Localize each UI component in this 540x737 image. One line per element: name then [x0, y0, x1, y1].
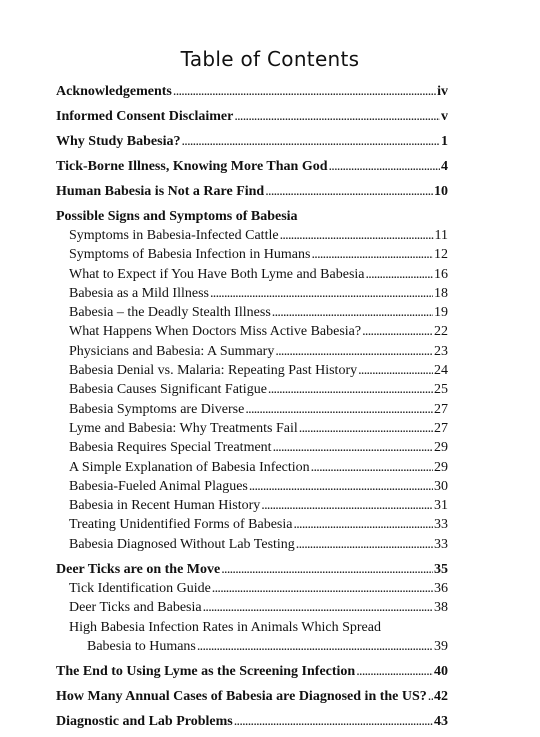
toc-subentry [56, 496, 448, 515]
leader-dots [181, 132, 440, 151]
toc-subentry [56, 303, 448, 322]
entry-title: Treating Unidentified Forms of Babesia [69, 517, 293, 533]
leader-dots [197, 637, 433, 656]
leader-dots [356, 662, 433, 681]
entry-page: 18 [434, 285, 448, 301]
entry-page: 27 [434, 420, 448, 436]
entry-page: 19 [434, 305, 448, 321]
toc-entry-acknowledgements [56, 82, 448, 101]
entry-title: Babesia Diagnosed Without Lab Testing [69, 536, 295, 552]
entry-title: The End to Using Lyme as the Screening Infection [56, 664, 356, 680]
entry-page: 29 [434, 440, 448, 456]
toc-subentry [56, 477, 448, 496]
entry-page: 36 [434, 581, 448, 597]
entry-title: Tick Identification Guide [69, 581, 211, 597]
entry-title: A Simple Explanation of Babesia Infection [69, 459, 310, 475]
entry-title: Babesia Causes Significant Fatigue [69, 382, 267, 398]
toc-subentry [56, 284, 448, 303]
entry-title: Diagnostic and Lab Problems [56, 714, 233, 730]
entry-title: Babesia Requires Special Treatment [69, 440, 272, 456]
leader-dots [299, 419, 433, 438]
entry-title: What to Expect if You Have Both Lyme and Babesia [69, 266, 365, 282]
entry-title: Symptoms of Babesia Infection in Humans [69, 247, 311, 263]
toc-subentry [56, 438, 448, 457]
leader-dots [280, 226, 434, 245]
toc-subentry [56, 226, 448, 245]
toc-subentry [56, 400, 448, 419]
entry-page: 39 [434, 638, 448, 654]
entry-page: v [441, 109, 448, 124]
entry-title: Deer Ticks and Babesia [69, 600, 202, 616]
entry-page: 24 [434, 363, 448, 379]
leader-dots [311, 458, 433, 477]
leader-dots [210, 284, 433, 303]
entry-page: 11 [434, 228, 448, 243]
entry-page: 40 [434, 664, 448, 680]
entry-page: 35 [434, 562, 448, 578]
table-of-contents [56, 82, 448, 737]
entry-page: 30 [434, 478, 448, 494]
entry-title: Babesia to Humans [87, 638, 196, 654]
entry-title: Tick-Borne Illness, Knowing More Than God [56, 159, 328, 174]
leader-dots [265, 182, 433, 201]
entry-title: Human Babesia is Not a Rare Find [56, 184, 265, 199]
leader-dots [249, 477, 433, 496]
leader-dots [358, 361, 433, 380]
leader-dots [311, 245, 433, 264]
toc-subentry [56, 598, 448, 617]
toc-entry-end-lyme [56, 662, 448, 681]
entry-title: Symptoms in Babesia-Infected Cattle [69, 228, 279, 243]
leader-dots [221, 560, 433, 579]
page-title: Table of Contents [180, 47, 360, 71]
leader-dots [296, 535, 433, 554]
entry-page: 10 [434, 184, 448, 199]
toc-entry-not-rare [56, 182, 448, 201]
leader-dots [234, 107, 440, 126]
entry-title: What Happens When Doctors Miss Active Babesia? [69, 324, 362, 340]
entry-page: iv [437, 84, 448, 99]
entry-page: 4 [441, 159, 448, 174]
toc-subentry [56, 419, 448, 438]
toc-subentry-multiline-1 [56, 618, 448, 637]
toc-subentry [56, 579, 448, 598]
toc-subentry [56, 515, 448, 534]
section-items [56, 579, 448, 618]
entry-page: 38 [434, 600, 448, 616]
leader-dots [245, 400, 433, 419]
section-heading: Deer Ticks are on the Move [56, 562, 221, 578]
section-heading-row [56, 560, 448, 579]
entry-title: Why Study Babesia? [56, 134, 181, 149]
entry-title: Lyme and Babesia: Why Treatments Fail [69, 420, 298, 436]
entry-page: 29 [434, 459, 448, 475]
section-items [56, 226, 448, 554]
entry-page: 23 [434, 343, 448, 359]
section-heading: Possible Signs and Symptoms of Babesia [56, 209, 298, 224]
entry-title: Babesia as a Mild Illness [69, 285, 209, 301]
leader-dots [362, 322, 433, 341]
entry-page: 25 [434, 382, 448, 398]
entry-page: 31 [434, 498, 448, 514]
entry-title: Babesia in Recent Human History [69, 498, 261, 514]
toc-subentry [56, 535, 448, 554]
toc-entry-annual-cases [56, 687, 448, 706]
leader-dots [268, 380, 433, 399]
entry-page: 33 [434, 517, 448, 533]
entry-title: Informed Consent Disclaimer [56, 109, 234, 124]
toc-subentry-multiline-2 [56, 637, 448, 656]
entry-page: 43 [434, 714, 448, 730]
leader-dots [366, 265, 434, 284]
entry-title: How Many Annual Cases of Babesia are Diagnosed in the US? [56, 689, 427, 705]
leader-dots [203, 598, 433, 617]
toc-entry-tick-borne [56, 157, 448, 176]
leader-dots [273, 438, 433, 457]
toc-entry-diagnostic [56, 712, 448, 731]
leader-dots [272, 303, 433, 322]
leader-dots [329, 157, 441, 176]
entry-page: 33 [434, 536, 448, 552]
leader-dots [275, 342, 433, 361]
entry-page: 12 [434, 247, 448, 263]
leader-dots [173, 82, 436, 101]
entry-title: Physicians and Babesia: A Summary [69, 343, 275, 359]
toc-entry-consent [56, 107, 448, 126]
entry-page: 1 [441, 134, 448, 149]
entry-page: 27 [434, 401, 448, 417]
toc-subentry [56, 458, 448, 477]
toc-subentry [56, 380, 448, 399]
entry-title: Babesia Symptoms are Diverse [69, 401, 245, 417]
toc-subentry [56, 322, 448, 341]
leader-dots [212, 579, 433, 598]
entry-title: Babesia Denial vs. Malaria: Repeating Past History [69, 363, 358, 379]
leader-dots [234, 712, 433, 731]
entry-page: 42 [434, 689, 448, 705]
entry-title: High Babesia Infection Rates in Animals Which Spread [69, 619, 381, 635]
toc-section-signs [56, 207, 448, 554]
entry-title: Babesia – the Deadly Stealth Illness [69, 305, 271, 321]
toc-subentry [56, 265, 448, 284]
toc-section-deer [56, 560, 448, 656]
leader-dots [261, 496, 433, 515]
leader-dots [428, 687, 433, 706]
entry-title: Babesia-Fueled Animal Plagues [69, 478, 248, 494]
toc-subentry [56, 361, 448, 380]
toc-subentry [56, 342, 448, 361]
entry-title: Acknowledgements [56, 84, 172, 99]
toc-subentry [56, 245, 448, 264]
entry-page: 16 [434, 266, 448, 282]
entry-page: 22 [434, 324, 448, 340]
leader-dots [293, 515, 433, 534]
toc-entry-why [56, 132, 448, 151]
